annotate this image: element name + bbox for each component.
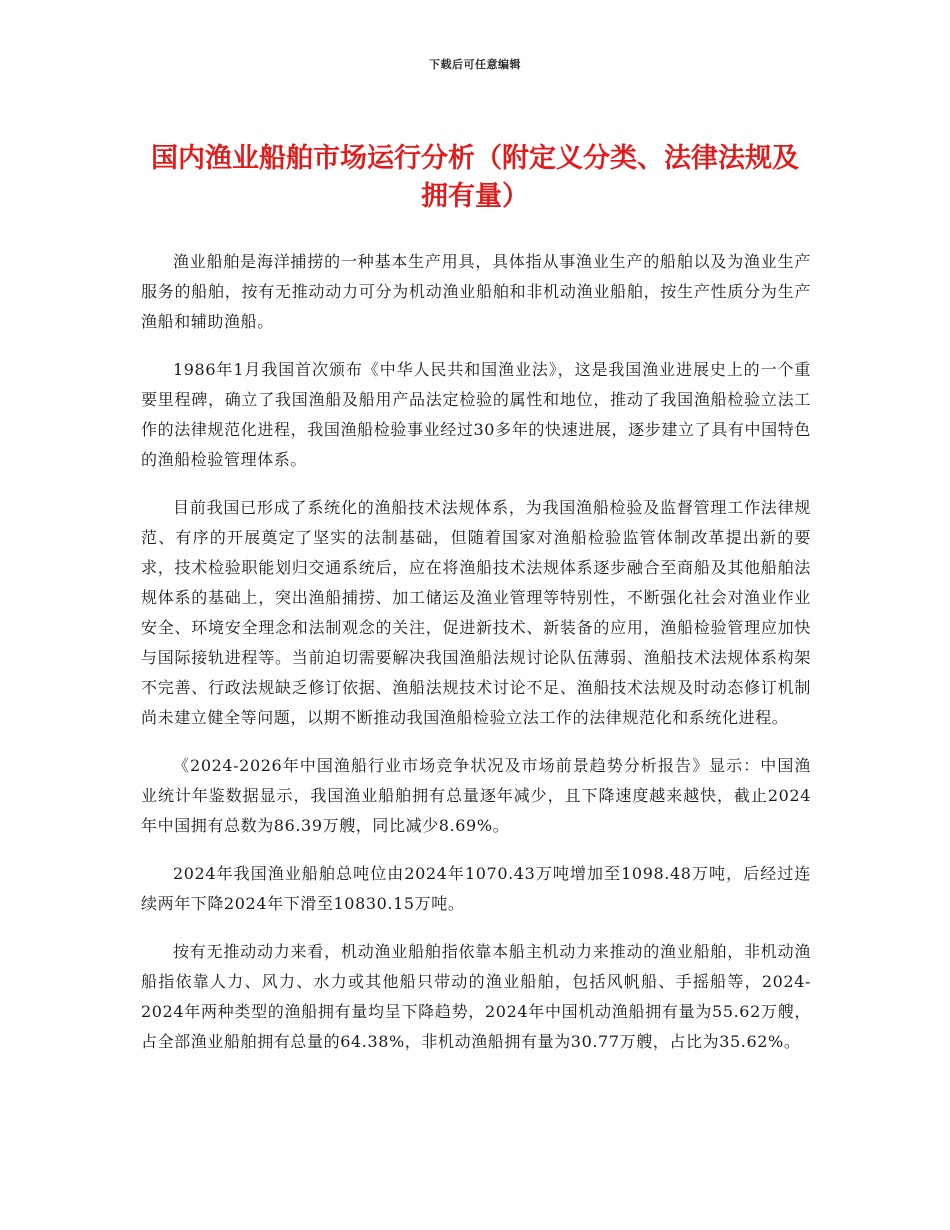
paragraph-fishery-law: 1986年1月我国首次颁布《中华人民共和国渔业法》，这是我国渔业进展史上的一个重要里程碑，确立了我国渔船及船用产品法定检验的属性和地位，推动了我国渔船检验立法工作的法律规范化进程，我国渔船检验事业经过30多年的快速进展，逐步建立了具有中国特色的渔船检验管理体系。 bbox=[141, 360, 811, 469]
paragraph-regulation-system: 目前我国已形成了系统化的渔船技术法规体系，为我国渔船检验及监督管理工作法律规范、有序的开展奠定了坚实的法制基础，但随着国家对渔船检验监管体制改革提出新的要求，技术检验职能划归交通系统后，应在将渔船技术法规体系逐步融合至商船及其他船舶法规体系的基础上，突出渔船捕捞、加工储运及渔业管理等特别性，不断强化社会对渔业作业安全、环境安全理念和法制观念的关注，促进新技术、新装备的应用，渔船检验管理应加快与国际接轨进程等。当前迫切需要解决我国渔船法规讨论队伍薄弱、渔船技术法规体系构架不完善、行政法规缺乏修订依据、渔船法规技术讨论不足、渔船技术法规及时动态修订机制尚未建立健全等问题，以期不断推动我国渔船检验立法工作的法律规范化和系统化进程。 bbox=[141, 498, 811, 727]
header-note: 下载后可任意编辑 bbox=[429, 58, 521, 71]
document-title: 国内渔业船舶市场运行分析（附定义分类、法律法规及拥有量） bbox=[151, 143, 799, 212]
paragraph-definition: 渔业船舶是海洋捕捞的一种基本生产用具，具体指从事渔业生产的船舶以及为渔业生产服务的船舶，按有无推动动力可分为机动渔业船舶和非机动渔业船舶，按生产性质分为生产渔船和辅助渔船。 bbox=[141, 252, 811, 331]
document-body bbox=[141, 247, 811, 1075]
paragraph-tonnage: 2024年我国渔业船舶总吨位由2024年1070.43万吨增加至1098.48万吨，后经过连续两年下降2024年下滑至10830.15万吨。 bbox=[141, 864, 811, 913]
paragraph-report-findings: 《2024-2026年中国渔船行业市场竞争状况及市场前景趋势分析报告》显示：中国渔业统计年鉴数据显示，我国渔业船舶拥有总量逐年减少，且下降速度越来越快，截止2024年中国拥有总数为86.39万艘，同比减少8.69%。 bbox=[141, 756, 811, 835]
paragraph-powered-vs-nonpowered: 按有无推动动力来看，机动渔业船舶指依靠本船主机动力来推动的渔业船舶，非机动渔船指依靠人力、风力、水力或其他船只带动的渔业船舶，包括风帆船、手摇船等，2024-2024年两种类型的渔船拥有量均呈下降趋势，2024年中国机动渔船拥有量为55.62万艘，占全部渔业船舶拥有总量的64.38%，非机动渔船拥有量为30.77万艘，占比为35.62%。 bbox=[141, 942, 811, 1051]
